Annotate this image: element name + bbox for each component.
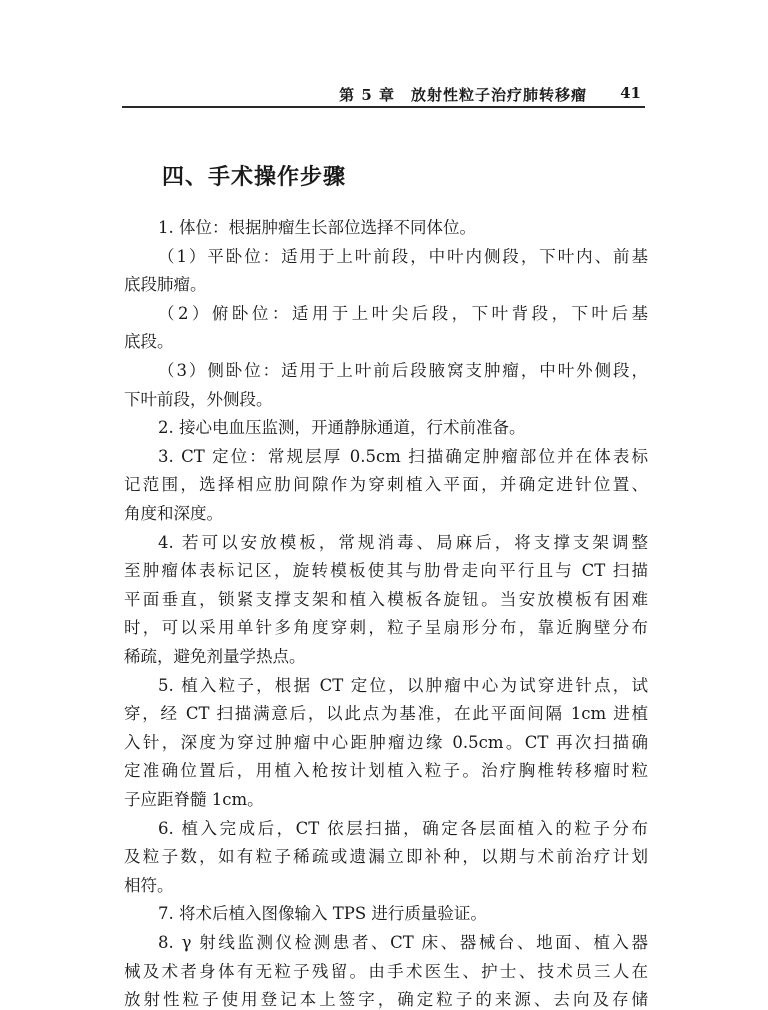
text-line: 及粒子数，如有粒子稀疏或遗漏立即补种，以期与术前治疗计划	[124, 847, 648, 866]
text-line: 放射性粒子使用登记本上签字，确定粒子的来源、去向及存储	[124, 990, 648, 1009]
page-number: 41	[620, 84, 641, 102]
section-title: 四、手术操作步骤	[162, 164, 347, 190]
text-line: 6. 植入完成后，CT 依层扫描，确定各层面植入的粒子分布	[158, 819, 648, 838]
text-line: 2. 接心电血压监测，开通静脉通道，行术前准备。	[158, 418, 526, 437]
text-line: 平面垂直，锁紧支撑支架和植入模板各旋钮。当安放模板有困难	[124, 590, 648, 609]
text-line: （3）侧卧位：适用于上叶前后段腋窝支肿瘤，中叶外侧段，	[158, 361, 648, 380]
text-line: 底段。	[124, 332, 174, 351]
text-line: 定准确位置后，用植入枪按计划植入粒子。治疗胸椎转移瘤时粒	[124, 761, 648, 780]
text-line: 5. 植入粒子，根据 CT 定位，以肿瘤中心为试穿进针点，试	[158, 676, 648, 695]
text-line: 底段肺瘤。	[124, 275, 207, 294]
text-line: 入针，深度为穿过肿瘤中心距肿瘤边缘 0.5cm。CT 再次扫描确	[124, 733, 648, 752]
text-line: 8. γ 射线监测仪检测患者、CT 床、器械台、地面、植入器	[158, 933, 648, 952]
text-line: （1）平卧位：适用于上叶前段，中叶内侧段，下叶内、前基	[158, 247, 648, 266]
chapter-title: 第 5 章 放射性粒子治疗肺转移瘤	[339, 86, 587, 104]
text-line: 穿，经 CT 扫描满意后，以此点为基准，在此平面间隔 1cm 进植	[124, 704, 648, 723]
text-line: 下叶前段，外侧段。	[124, 390, 273, 409]
text-line: 4. 若可以安放模板，常规消毒、局麻后，将支撑支架调整	[158, 533, 648, 552]
text-line: 记范围，选择相应肋间隙作为穿刺植入平面，并确定进针位置、	[124, 475, 648, 494]
text-line: 子应距脊髓 1cm。	[124, 790, 264, 809]
text-line: 1. 体位：根据肿瘤生长部位选择不同体位。	[158, 218, 476, 237]
text-line: 时，可以采用单针多角度穿刺，粒子呈扇形分布，靠近胸壁分布	[124, 618, 648, 637]
text-line: 相符。	[124, 876, 174, 895]
text-line: 3. CT 定位：常规层厚 0.5cm 扫描确定肿瘤部位并在体表标	[158, 447, 648, 466]
text-line: （2）俯卧位：适用于上叶尖后段，下叶背段，下叶后基	[158, 304, 648, 323]
text-line: 角度和深度。	[124, 504, 223, 523]
text-line: 7. 将术后植入图像输入 TPS 进行质量验证。	[158, 904, 487, 923]
text-line: 械及术者身体有无粒子残留。由手术医生、护士、技术员三人在	[124, 962, 648, 981]
text-line: 稀疏，避免剂量学热点。	[124, 647, 306, 666]
running-header	[122, 84, 645, 108]
text-line: 至肿瘤体表标记区，旋转模板使其与肋骨走向平行且与 CT 扫描	[124, 561, 648, 580]
